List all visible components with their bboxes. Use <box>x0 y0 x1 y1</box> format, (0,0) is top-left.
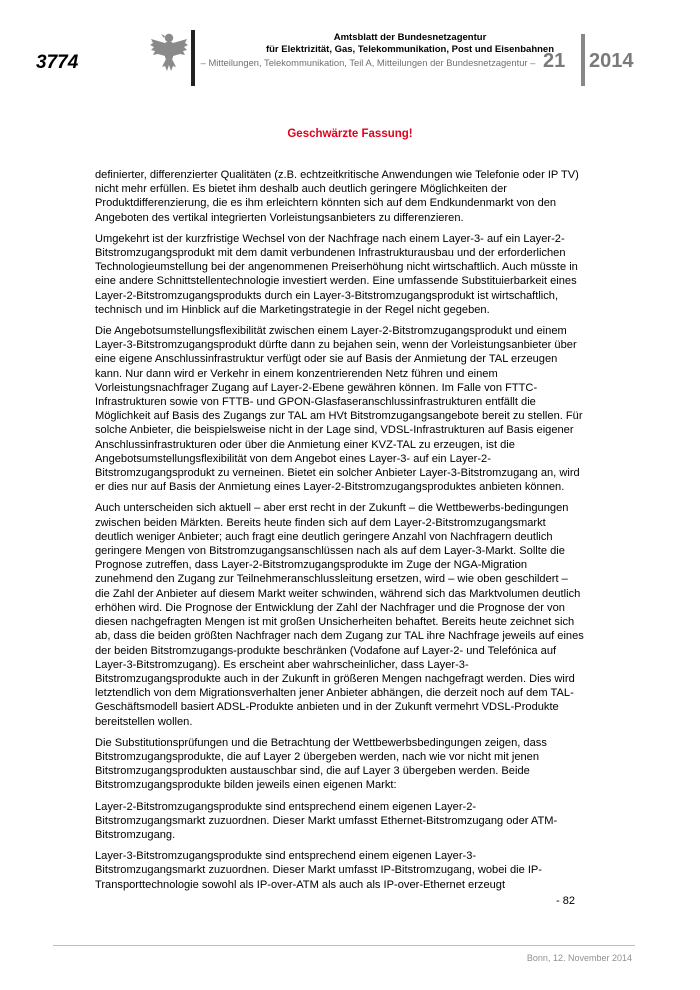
paragraph: Layer-2-Bitstromzugangsprodukte sind entsprechend einem eigenen Layer-2-Bitstromzugangsmarkt zuzuordnen. Dieser Markt umfasst Ethernet-Bitstromzugang oder ATM-Bitstromzugang. <box>95 800 558 841</box>
issue-divider <box>581 34 585 86</box>
paragraph: definierter, differenzierter Qualitäten (z.B. echtzeitkritische Anwendungen wie Telefonie oder IP TV) nicht mehr erfüllen. Es bietet ihm deshalb auch deutlich geringere Möglichkeiten der Produktdifferenzierung, die es ihm erleichtern könnten sich auf dem Endkundenmarkt von den Angeboten des vertikal integrierten Vorleistungsanbieters zu differenzieren. <box>95 169 579 224</box>
page-number: 3774 <box>36 52 79 73</box>
paragraph: Auch unterscheiden sich aktuell – aber erst recht in der Zukunft – die Wettbewerbs-bedingungen zwischen beiden Märkten. Bereits heute finden sich auf dem Layer-2-Bitstromzugangsmarkt deutlich weniger Anbieter; auch fragt eine deutlich geringere Anzahl von Nachfragern deutlich geringere Mengen von Bitstromzugangsanschlüssen nach als auf dem Layer-3-Markt. Sollte die Prognose zutreffen, dass Layer-2-Bitstromzugangsprodukte im Zuge der NGA-Migration zunehmend den Zugang zur Teilnehmeranschlussleitung ersetzen, wird – wie oben geschildert – die Zahl der Anbieter auf diesem Markt weiter schwinden, während sich das Marktvolumen deutlich erhöhen wird. Die Prognose der Entwicklung der Zahl der Nachfrager und die Prognose der von diesen nachgefragten Mengen ist mit großen Unsicherheiten behaftet. Bereits heute zeichnet sich ab, dass die beiden größten Nachfrager nach dem Zugang zur TAL ihre Nachfrage jeweils auf eines der beiden Bitstromzugangs-produkte beschränken (Vodafone auf Layer-2- und Telefónica auf Layer-3-Bitstromzugang). Es erscheint aber wahrscheinlicher, dass Layer-3-Bitstromzugangsprodukte auch in der Zukunft in größeren Mengen nachgefragt werden. Dies wird letztendlich von dem Migrationsverhalten jener Anbieter abhängen, die derzeit noch auf dem TAL-Geschäftsmodell basiert ADSL-Produkte anbieten und in der Zukunft vermehrt VDSL-Produkte bereitstellen wollen. <box>95 502 584 728</box>
body-text <box>95 168 585 892</box>
journal-title-line2: für Elektrizität, Gas, Telekommunikation, Post und Eisenbahnen <box>265 43 555 55</box>
header-divider <box>191 30 195 86</box>
journal-subtitle: – Mitteilungen, Telekommunikation, Teil A, Mitteilungen der Bundesnetzagentur – <box>200 57 536 68</box>
paragraph: Die Angebotsumstellungsflexibilität zwischen einem Layer-2-Bitstromzugangsprodukt und einem Layer-3-Bitstromzugangsprodukt dürfte dann zu bejahen sein, wenn der Vorleistungsanbieter über eine eigene Anschlussinfrastruktur verfügt oder sie auf Basis der Anmietung der TAL erzeugen kann. Nur dann wird er Verkehr in einem konzentrierenden Netz führen und einem Vorleistungsnachfrager Zugang auf Layer-2-Ebene gewähren können. Im Falle von FTTC-Infrastrukturen sowie von FTTB- und GPON-Glasfaseranschlussinfrastrukturen entfällt die Möglichkeit auf Basis des Zugangs zur TAL am HVt Bitstromzugangsangebote bereit zu stellen. Für solche Anbieter, die beispielsweise nicht in der Lage sind, VDSL-Infrastrukturen auf Basis eigener Anschlussinfrastrukturen oder über die Anmietung einer KVZ-TAL zu erzeugen, ist die Angebotsumstellungsflexibilität von dem Angebot eines Layer-3- auf ein Layer-2-Bitstromzugangsprodukt zu verneinen. Bietet ein solcher Anbieter Layer-3-Bitstromzugang an, wird er dies nur auf Basis der Anmietung eines Layer-2-Bitstromzugangsproduktes anbieten können. <box>95 325 583 494</box>
footer-place-date: Bonn, 12. November 2014 <box>526 953 632 963</box>
paragraph: Umgekehrt ist der kurzfristige Wechsel von der Nachfrage nach einem Layer-3- auf ein Layer-2-Bitstromzugangsprodukt mit dem damit verbundenen Infrastrukturausbau und der erforderlichen Technologieumstellung bei der angenommenen Preiserhöhung nicht wirtschaftlich. Auch müsste in eine andere Schnittstellentechnologie investiert werden. Eine umfassende Substituierbarkeit eines Layer-2-Bitstromzugangsprodukts durch ein Layer-3-Bitstromzugangsprodukt ist wirtschaftlich, technisch und im Hinblick auf die Marketingstrategie in der Regel nicht gegeben. <box>95 232 578 316</box>
footer-divider <box>53 945 635 946</box>
redacted-version-notice: Geschwärzte Fassung! <box>287 128 413 140</box>
issue-number: 21 <box>543 50 566 72</box>
paragraph: Die Substitutionsprüfungen und die Betrachtung der Wettbewerbsbedingungen zeigen, dass Bitstromzugangsprodukte, die auf Layer 2 übergeben werden, nach wie vor nicht mit jenen Bitstromzugangsprodukten austauschbar sind, die auf Layer 3 übergeben werden. Beide Bitstromzugangsprodukte bilden jeweils einen eigenen Markt: <box>95 736 547 792</box>
paragraph: Layer-3-Bitstromzugangsprodukte sind entsprechend einem eigenen Layer-3-Bitstromzugangsmarkt zuzuordnen. Dieser Markt umfasst IP-Bitstromzugang, wobei die IP-Transporttechnologie sowohl als IP-over-ATM als auch als IP-over-Ethernet erzeugt <box>95 850 543 891</box>
issue-year: 2014 <box>589 50 634 72</box>
federal-eagle-icon <box>150 30 188 74</box>
internal-page-reference: - 82 <box>556 895 575 907</box>
journal-title-line1: Amtsblatt der Bundesnetzagentur <box>333 32 487 43</box>
